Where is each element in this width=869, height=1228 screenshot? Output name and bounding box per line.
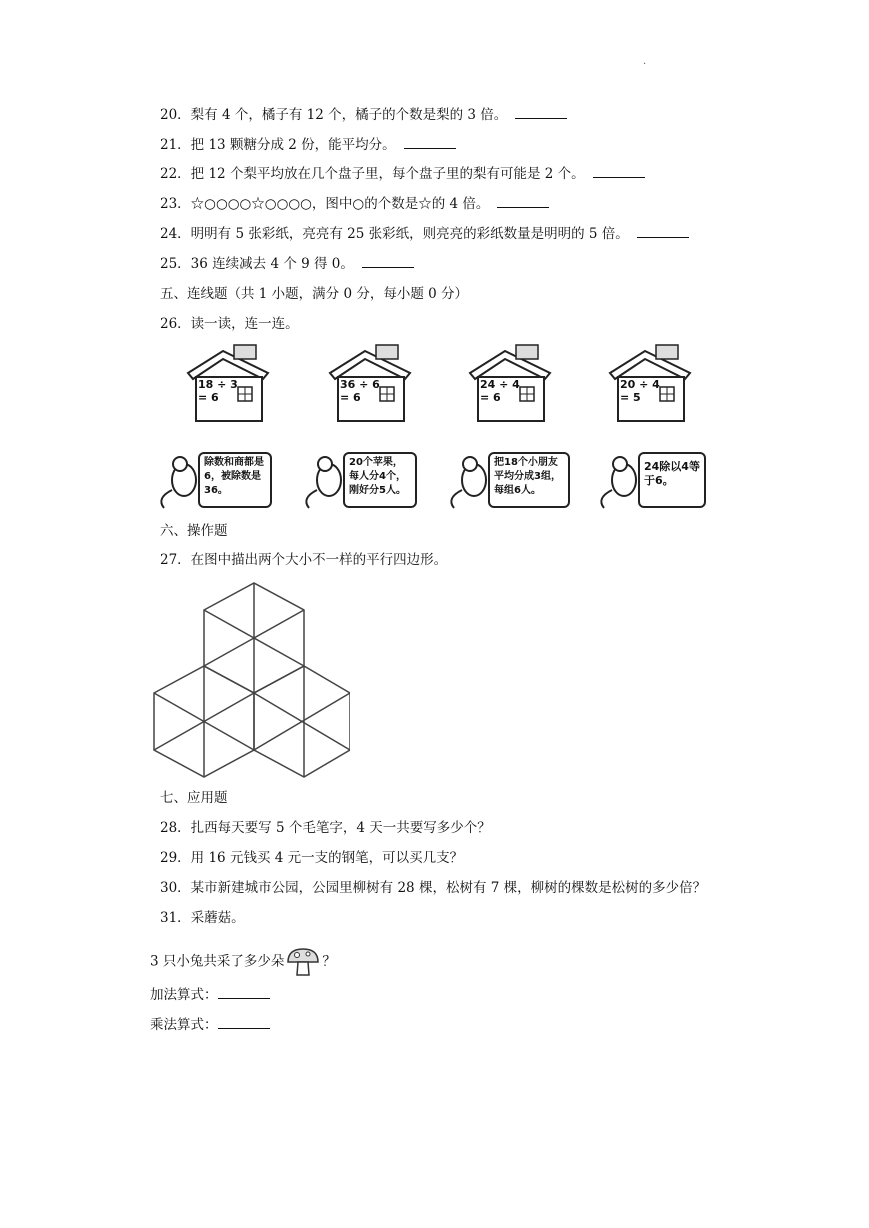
house-result: = 5: [620, 391, 641, 404]
section-5-heading: 五、连线题（共 1 小题，满分 0 分，每小题 0 分）: [160, 286, 469, 302]
answer-blank[interactable]: [593, 165, 645, 178]
addition-line: [150, 986, 270, 1004]
mushroom-question-mark: ？: [322, 953, 336, 970]
question-23: [160, 195, 549, 213]
house-card[interactable]: [310, 343, 430, 429]
question-22: [160, 165, 645, 183]
corner-mark: .: [643, 56, 647, 67]
question-text: 22．把 12 个梨平均放在几个盘子里，每个盘子里的梨有可能是 2 个。: [160, 166, 585, 182]
house-result: = 6: [340, 391, 361, 404]
mouse-text: 24除以4等于6。: [644, 460, 700, 487]
question-text: 21．把 13 颗糖分成 2 份，能平均分。: [160, 137, 396, 153]
house-card[interactable]: [590, 343, 710, 429]
question-25: [160, 255, 414, 273]
mouse-icon: [295, 446, 345, 512]
mouse-icon: [590, 446, 640, 512]
mouse-text: 把18个小朋友平均分成3组，每组6人。: [494, 457, 561, 496]
multiplication-label: 乘法算式：: [150, 1017, 218, 1033]
question-29: 29．用 16 元钱买 4 元一支的钢笔，可以买几支？: [160, 850, 464, 866]
mushroom-icon: [285, 946, 321, 978]
question-24: [160, 225, 689, 243]
answer-blank[interactable]: [637, 225, 689, 238]
question-26: 26．读一读，连一连。: [160, 316, 299, 332]
question-text: 20．梨有 4 个，橘子有 12 个，橘子的个数是梨的 3 倍。: [160, 107, 508, 123]
triangle-grid[interactable]: [150, 580, 350, 780]
mushroom-question-text: 3 只小兔共采了多少朵: [150, 953, 285, 970]
question-28: 28．扎西每天要写 5 个毛笔字，4 天一共要写多少个？: [160, 820, 491, 836]
section-6-heading: 六、操作题: [160, 523, 228, 539]
answer-blank[interactable]: [515, 106, 567, 119]
question-31: 31．采蘑菇。: [160, 910, 245, 926]
house-expr: 20 ÷ 4: [620, 378, 660, 391]
multiplication-line: [150, 1016, 270, 1034]
mouse-card[interactable]: [590, 446, 720, 512]
house-expr: 18 ÷ 3: [198, 378, 238, 391]
house-card[interactable]: [450, 343, 570, 429]
house-card[interactable]: [168, 343, 288, 429]
multiplication-blank[interactable]: [218, 1016, 270, 1029]
mouse-text: 20个苹果，每人分4个，刚好分5人。: [349, 457, 406, 496]
house-expr: 36 ÷ 6: [340, 378, 380, 391]
answer-blank[interactable]: [362, 255, 414, 268]
mouse-row: [150, 446, 708, 512]
answer-blank[interactable]: [404, 136, 456, 149]
question-30: 30．某市新建城市公园，公园里柳树有 28 棵，松树有 7 棵，柳树的棵数是松树的多少倍？: [160, 880, 707, 896]
answer-blank[interactable]: [497, 195, 549, 208]
question-text: 25．36 连续减去 4 个 9 得 0。: [160, 256, 354, 272]
mouse-icon: [150, 446, 200, 512]
house-result: = 6: [480, 391, 501, 404]
question-text: 24．明明有 5 张彩纸，亮亮有 25 张彩纸，则亮亮的彩纸数量是明明的 5 倍。: [160, 226, 629, 242]
mouse-card[interactable]: [440, 446, 570, 512]
question-text: 23．☆○○○○☆○○○○，图中○的个数是☆的 4 倍。: [160, 196, 490, 212]
mouse-card[interactable]: [150, 446, 280, 512]
mouse-text: 除数和商都是6，被除数是36。: [204, 457, 264, 496]
section-7-heading: 七、应用题: [160, 790, 228, 806]
question-20: [160, 106, 567, 124]
addition-label: 加法算式：: [150, 987, 218, 1003]
house-expr: 24 ÷ 4: [480, 378, 520, 391]
question-21: [160, 136, 456, 154]
mouse-icon: [440, 446, 490, 512]
addition-blank[interactable]: [218, 986, 270, 999]
mushroom-question: [150, 946, 336, 978]
house-row: [150, 343, 708, 429]
house-result: = 6: [198, 391, 219, 404]
question-27: 27．在图中描出两个大小不一样的平行四边形。: [160, 552, 448, 568]
mouse-card[interactable]: [295, 446, 425, 512]
